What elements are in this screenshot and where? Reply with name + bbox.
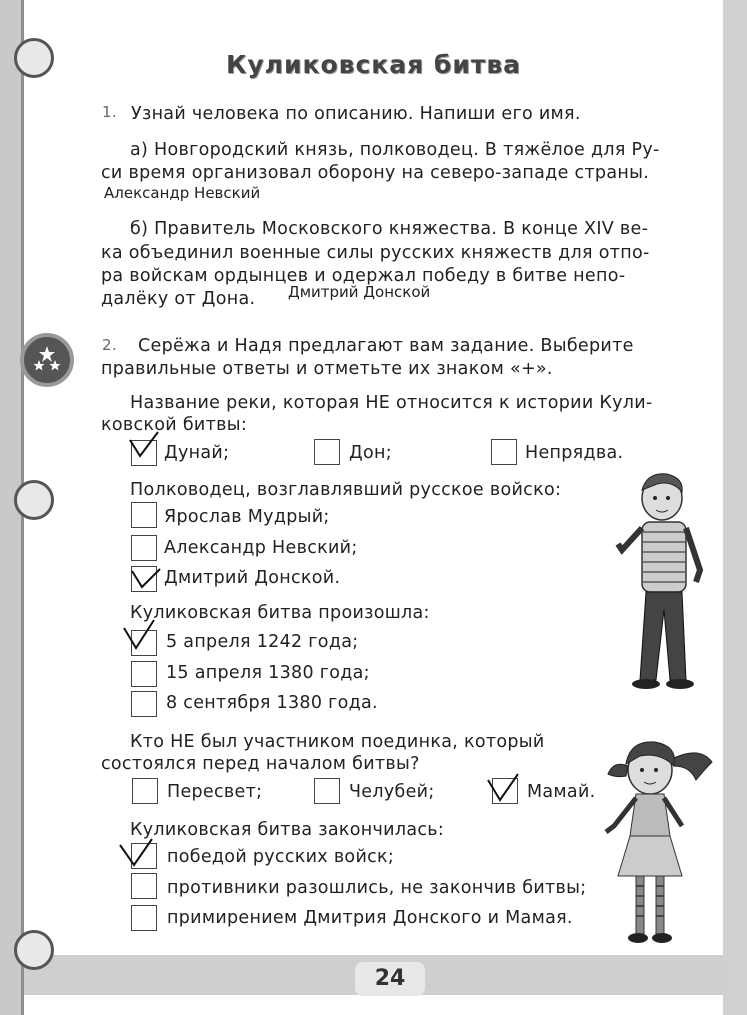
option-label: противники разошлись, не закончив битвы; [167,878,587,898]
question-text-line: Полководец, возглавлявший русское войско: [130,480,562,500]
answer-checkbox[interactable] [131,661,157,687]
option-label: Мамай. [527,782,596,802]
handwritten-answer[interactable]: Александр Невский [104,184,261,202]
question-text-line: Куликовская битва закончилась: [130,820,445,840]
question-text-line: Кто НЕ был участником поединка, который [130,732,545,752]
option-label: 8 сентября 1380 года. [166,693,378,713]
answer-checkbox[interactable] [131,691,157,717]
task-number: 1. [102,103,117,121]
page-right-edge [723,0,747,1015]
task-number: 2. [102,336,117,354]
question-text-line: ра войскам ордынцев и одержал победу в битве непо- [101,266,626,286]
option-label: примирением Дмитрия Донского и Мамая. [167,908,573,928]
answer-checkbox[interactable] [314,439,340,465]
question-text-line: б) Правитель Московского княжества. В конце XIV ве- [130,219,649,239]
option-label: Непрядва. [525,443,624,463]
answer-checkbox[interactable] [132,778,158,804]
answer-checkbox[interactable] [314,778,340,804]
binder-ring-icon [14,930,54,970]
question-text-line: Куликовская битва произошла: [130,603,430,623]
option-label: Челубей; [349,782,435,802]
checkmark-icon [128,428,162,458]
option-label: Дон; [349,443,392,463]
girl-illustration [600,736,725,951]
page-title: Куликовская битва [225,50,522,79]
option-label: Дунай; [164,443,230,463]
answer-checkbox[interactable] [131,535,157,561]
answer-checkbox[interactable] [131,502,157,528]
option-label: Ярослав Мудрый; [164,507,330,527]
question-text-line: ковской битвы: [101,415,248,435]
task-instruction: правильные ответы и отметьте их знаком «+». [101,359,553,379]
question-text-line: а) Новгородский князь, полководец. В тяжёлое для Ру- [130,140,660,160]
answer-checkbox[interactable] [131,873,157,899]
checkmark-icon [486,772,520,802]
option-label: Пересвет; [167,782,263,802]
option-label: Дмитрий Донской. [164,568,341,588]
task-instruction: Узнай человека по описанию. Напиши его имя. [131,104,581,124]
answer-checkbox[interactable] [131,905,157,931]
checkmark-icon [130,563,164,593]
question-text-line: ка объединил военные силы русских княжеств для отпо- [101,243,650,263]
answer-checkbox[interactable] [491,439,517,465]
question-text-line: далёку от Дона. [101,289,256,309]
checkmark-icon [122,618,156,648]
binder-ring-icon [14,480,54,520]
handwritten-answer[interactable]: Дмитрий Донской [288,283,431,301]
checkmark-icon [118,835,152,865]
boy-illustration [612,470,717,700]
question-text-line: си время организовал оборону на северо-западе страны. [101,163,650,183]
page-number: 24 [355,962,425,996]
option-label: 15 апреля 1380 года; [166,663,370,683]
option-label: Александр Невский; [164,538,358,558]
task-instruction: Серёжа и Надя предлагают вам задание. Выберите [138,336,634,356]
stars-badge-icon [20,333,74,387]
question-text-line: Название реки, которая НЕ относится к истории Кули- [130,393,653,413]
option-label: победой русских войск; [167,847,395,867]
question-text-line: состоялся перед началом битвы? [101,754,420,774]
option-label: 5 апреля 1242 года; [166,632,359,652]
